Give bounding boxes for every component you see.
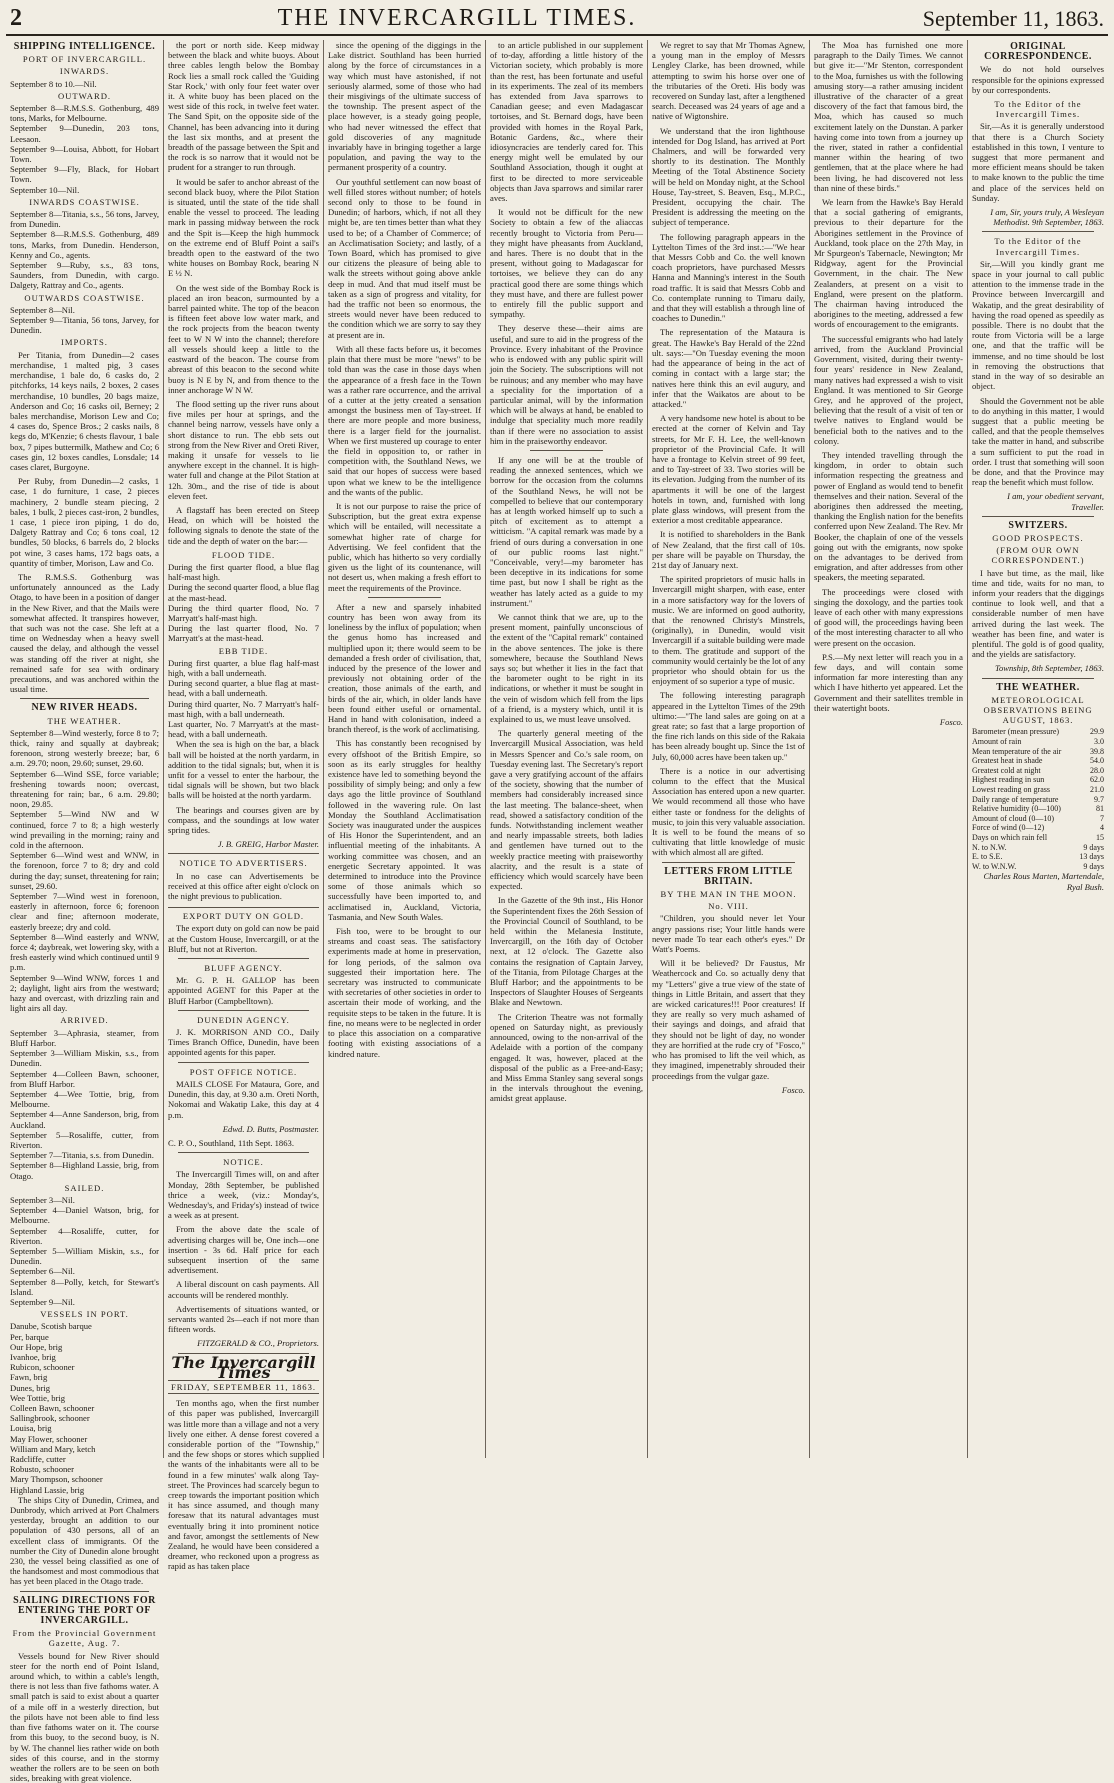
subheading: INWARDS COASTWISE.	[29, 196, 140, 207]
weather-label: Force of wind (0—12)	[972, 823, 1045, 833]
paragraph: MAILS CLOSE For Mataura, Gore, and Dunedin, this day, at 9.30 a.m. Oreti North, Nokomai and Wakatip Lake, this day at 4 p.m.	[168, 1078, 319, 1120]
weather-label: Barometer (mean pressure)	[972, 727, 1060, 737]
divider	[982, 516, 1094, 517]
weather-label: Relative humidity (0—100)	[972, 804, 1061, 814]
paragraph: There is a notice in our advertising column to the effect that the Musical Association has entered upon a new quarter. We would recommend all those who have either taste or fondness for the delights of music, to join this very valuable association. It is well to be found the means of so cultivating that little knowledge of music with which almost all are gifted.	[652, 765, 805, 858]
vessel-line: William and Mary, ketch	[10, 1443, 96, 1454]
vessel-line: Dunes, brig	[10, 1382, 51, 1393]
weather-value: 29.9	[1090, 727, 1104, 737]
paragraph: If any one will be at the trouble of reading the annexed sentences, which we borrow for the occasion from the columns of the Southland News, he will not be compelled to believe that our contemporary has at length worked himself up to such a pitch of excitement as to attempt a witticism. "A capital remark was made by a friend of ours during a conversation in one of our public rooms last night." "Conceivable, very!—my barometer has been deceptive in its indications for some time past, but now I shall be right as the weather has lately acted as a guide to my instrument."	[490, 454, 643, 608]
signature: FITZGERALD & CO., Proprietors.	[197, 1338, 319, 1349]
paragraph: It is not our purpose to raise the price of Subscription, but the great extra expense which will be entailed, will necessitate a somewhat higher rate of charge for Advertising. We feel confident that the public, which has hitherto so very cordially given us the light of its countenance, will not desert us, when making a fresh effort to meet the requirements of the Province.	[328, 500, 481, 593]
arrival-line: September 4—Colleen Bawn, schooner, from Bluff Harbor.	[10, 1068, 159, 1089]
column-4	[486, 40, 648, 1458]
weather-value: 62.0	[1090, 775, 1104, 785]
signal-line: During the last quarter flood, No. 7 Marryatt's at the mast-head.	[168, 623, 319, 644]
vessel-line: Radcliffe, cutter	[10, 1454, 66, 1465]
subheading: EBB TIDE.	[218, 645, 269, 656]
shipping-line: September 9—Louisa, Abbott, for Hobart Town.	[10, 143, 159, 165]
weather-row	[972, 814, 1104, 824]
paragraph: It is notified to shareholders in the Bank of New Zealand, that the first call of 10s. per share will be payable on Thursday, the 21st day of January next.	[652, 529, 805, 570]
vessel-line: Per, barque	[10, 1331, 49, 1342]
arrival-line: September 4—Wee Tottie, brig, from Melbourne.	[10, 1088, 159, 1110]
paragraph: We regret to say that Mr Thomas Agnew, a young man in the employ of Messrs Lengley Clarke, has been drowned, while attempting to swim his horse over one of the tributaries of the Oreti. His body was recovered on Sunday last, after a lengthened search. Deceased was 24 years of age and a native of Wigtonshire.	[652, 40, 805, 122]
weather-label: Lowest reading on grass	[972, 784, 1050, 794]
subheading: FLOOD TIDE.	[211, 549, 276, 560]
weather-label: Amount of rain	[972, 736, 1022, 746]
vessel-line: Highland Lassie, brig	[10, 1484, 85, 1495]
sailing-line: September 4—Daniel Watson, brig, for Melbourne.	[10, 1205, 159, 1226]
section-heading: LETTERS FROM LITTLE BRITAIN.	[664, 865, 793, 887]
paragraph: Per Titania, from Dunedin—2 cases merchandise, 1 malted pig, 3 cases merchandise, 1 bale do, 6 casks do, 2 pitchforks, 14 keys nails, 2 boxes, 2 cases merchandise, 10 bundles, 20 bags maize, Anderson and Co; 16 casks oil, Berney; 2 bales merchandise, Morison Lew and Co; 4 cases do, Spence Bros.; 2 casks nails, 8 kegs do, M'Kenzie; 6 chests flavour, 1 bale box, 7 pipes buttermilk, Mathew and Co; 6 cases gin, 12 boxes candles, Lonsdale; 14 cases claret, Burgoyne.	[10, 349, 159, 472]
paragraph: From the above date the scale of advertising charges will be, One inch—one insertion - 3s 6d. Half price for each subsequent insertion of the same advertisement.	[168, 1224, 319, 1276]
subheading: OUTWARDS COASTWISE.	[24, 292, 145, 303]
paragraph: The quarterly general meeting of the Invercargill Musical Association, was held in Messrs Spencer and Co.'s sale room, on Tuesday evening last. The Secretary's report gave a very gratifying account of the affairs of the society, showing that the number of members had considerably increased since the last meeting. The balance-sheet, when read, showed a satisfactory condition of the funds. Notwithstanding inclement weather and nearly impassable streets, both ladies and gentlemen have turned out to the weekly practice meeting with praiseworthy alacrity, and the result is a state of efficiency which would scarcely have been expected.	[490, 728, 643, 892]
shipping-line: September 9—Ruby, s.s., 83 tons, Saunders, from Dunedin, with cargo. Dalgety, Rattray and Co., agents.	[10, 260, 159, 291]
column-1	[6, 40, 164, 1783]
signal-line: During the first quarter flood, a blue flag half-mast high.	[168, 561, 319, 583]
divider	[178, 1010, 309, 1011]
column-2	[164, 40, 324, 1572]
paragraph: The flood setting up the river runs about five miles per hour at springs, and the channel being narrow, vessels have only a short distance to run. The ebb sets out strong from the New River and Oreti River, making it unsafe for vessels to lie anywhere except in the channel. It is high-water full and change at the Pilot Station at 12h. 30m., and the rise of tide is about eleven feet.	[168, 398, 319, 501]
subheading: BLUFF AGENCY.	[204, 963, 283, 974]
section-heading: SWITZERS.	[1008, 519, 1068, 531]
paragraph: A liberal discount on cash payments. All accounts will be rendered monthly.	[168, 1279, 319, 1300]
column-6	[810, 40, 968, 1458]
paragraph: the port or north side. Keep midway between the black and white buoys. About three cables length below the Bombay Rock lies a small rock called the 'Guiding Star Rock,' with only four feet water over it. A white buoy has been placed on the west side of this rock, in twelve feet water. The Sand Spit, on the opposite side of the Channel, has been advancing into it during the last six months, and at present the breadth of the passage between the Spit and the rock is so narrow that it would not be prudent for a stranger to run through.	[168, 40, 319, 173]
vessel-line: Danube, Scotish barque	[10, 1321, 92, 1332]
divider	[178, 958, 309, 959]
weather-row	[972, 862, 1104, 872]
signal-line: During the third quarter flood, No. 7 Marryatt's half-mast high.	[168, 602, 319, 623]
paragraph: The following paragraph appears in the Lyttelton Times of the 3rd inst.:—"We hear that Messrs Cobb and Co. the well known coach proprietors, have purchased Messrs Hanna and Manning's interest in the South road traffic. It is said that Messrs Cobb and Co. contemplate running to Timaru daily, and that they will establish a through line of coaches to Dunedin."	[652, 231, 805, 324]
paragraph: since the opening of the diggings in the Lake district. Southland has been hurried along by the force of circumstances in a way which must have astonished, if not seriously alarmed, some of those who had their misgivings of the ultimate success of the township. The present aspect of the place however, is a steady going people, who had never witnessed the effect that gold discoveries of any magnitude invariably have in bringing together a large population, and paving the way to the permanent prosperity of a country.	[328, 40, 481, 173]
paragraph: Fish too, were to be brought to our streams and coast seas. The satisfactory experiments made at home in preservation, for long periods, of the salmon ova suggested their importation here. The secretary was instructed to communicate with secretaries of other societies in order to ascertain their mode of working, and the requisite steps to be taken in the future. It is fine, no means were to be neglected in order to place this association on a comparative footing with existing associations of a kindred nature.	[328, 926, 481, 1059]
shipping-line: September 8 to 10.—Nil.	[10, 78, 97, 89]
signal-line: During first quarter, a blue flag half-mast high, with a ball underneath.	[168, 657, 319, 678]
section-subheading: PORT OF INVERCARGILL.	[22, 54, 147, 65]
weather-line: September 8—Wind westerly, force 8 to 7; thick, rainy and squally at daybreak; forenoon, strong westerly breeze; bar, 6 a.m. 29.70; noon, 29.60; sunset, 29.60.	[10, 727, 159, 769]
paragraph: Vessels bound for New River should steer for the north end of Point Island, around which, to within a cable's length, there is not less than five fathoms water. A small patch is said to exist about a quarter of a mile off in a westerly direction, but the pilots have not been able to find less than five fathoms water on it. The course from this buoy, to the second buoy, is N. by W. The channel lies rather wide on both sides of this course, and in the stormy weather the rollers are to be seen on both sides, breaking with great violence.	[10, 1650, 159, 1783]
weather-line: September 9—Wind WNW, forces 1 and 2; daylight, light airs from the westward; hazy and overcast, with drizzling rain and light airs all day.	[10, 972, 159, 1014]
paragraph: A flagstaff has been erected on Steep Head, on which will be hoisted the following signals to denote the state of the tide and the depth of water on the bar:—	[168, 504, 319, 546]
paragraph: J. K. MORRISON AND CO., Daily Times Branch Office, Dunedin, have been appointed agents for this paper.	[168, 1027, 319, 1058]
weather-row	[972, 775, 1104, 785]
subheading: INWARDS.	[59, 66, 110, 77]
shipping-line: September 9—Dunedin, 203 tons, Leesaon.	[10, 123, 159, 144]
paragraph: Per Ruby, from Dunedin—2 casks, 1 case, 1 do furniture, 1 case, 2 pieces machinery, 2 bundle steam piecing, 2 bales, 1 bulk, 2 pieces cast-iron, 2 bundles, 1 case, 1 piece iron piping, 1 do do, Dalgety Rattray and Co; 6 tons coal, 12 bundles, 50 blocks, 6 barrels do, 2 blocks pot wine, 3 cases hams, 172 bags oats, a quantity of timber, Morison, Law and Co.	[10, 476, 159, 568]
section-heading: NEW RIVER HEADS.	[31, 702, 138, 714]
paragraph: Mr. G. P. H. GALLOP has been appointed AGENT for this Paper at the Bluff Harbor (Campbelltown).	[168, 975, 319, 1006]
paragraph: Sir,—As it is generally understood that there is a Church Society established in this town, I venture to suggest that more permanent and more efficient means should be taken to make known to the public the time and place of the services held on Sunday.	[972, 121, 1104, 203]
divider	[982, 678, 1094, 679]
divider	[20, 698, 149, 699]
weather-row	[972, 804, 1104, 814]
paragraph: P.S.—My next letter will reach you in a few days, and will contain some information far more interesting than any which I have hitherto yet appeared. Let the Government and their satellites tremble in their watertight boots.	[814, 651, 963, 713]
masthead	[6, 5, 1108, 36]
column-5	[648, 40, 810, 1458]
paragraph: We cannot think that we are, up to the present moment, painfully unconscious of the extent of the "Capital remark" contained in the above sentences. The joke is there somewhere, because the Southland News says so; but whether it lies in the fact that the barometer ought to be right in its indications, or whether it must be sought in the vein of wisdom which fell from the lips of a friend, is a mystery which, until it is explained to us, we must leave unsolved.	[490, 611, 643, 724]
weather-value: 9 days	[1083, 842, 1104, 852]
paper-date: FRIDAY, SEPTEMBER 11, 1863.	[168, 1380, 319, 1394]
vessel-line: Our Hope, brig	[10, 1341, 63, 1352]
paragraph: In no case can Advertisements be received at this office after eight o'clock on the night previous to publication.	[168, 870, 319, 902]
divider	[982, 231, 1094, 232]
weather-row	[972, 833, 1104, 843]
paragraph: It would not be difficult for the new Society to obtain a few of the aliaccas recently brought to Victoria from Peru—they might have pheasants from Auckland, and hares. There is no doubt that in the present, without going to Madagascar for tortoises, we believe they can do any practical good there are some things which they must have, and there are fullest power to entirely fill the public support and sympathy.	[490, 207, 643, 320]
weather-label: E. to S.E.	[972, 852, 1003, 862]
subheading: SAILED.	[64, 1182, 105, 1193]
paragraph: After a new and sparsely inhabited country has been won away from its loneliness by the influx of population; when the genus homo has increased and multiplied upon it; there would seem to be demanded a fresh order of civilisation, that, induced by the presence of the lower and previously not obtaining order of the creation, those animals of the earth, and birds of the air, which, in older lands have been found either useful or ornamental. Hand in hand with colonisation, indeed a branch thereof, is the work of acclimatising.	[328, 601, 481, 735]
paragraph: On the west side of the Bombay Rock is placed an iron beacon, surmounted by a barrel painted white. The top of the beacon is fifteen feet above low water mark, and the rock projects from the beacon twenty feet to W N W into the channel; therefore all vessels should keep a little to the eastward of the beacon. The course from abreast of this beacon to the second white buoy is N E by N, and from thence to the inner anchorage W N W.	[168, 282, 319, 395]
subheading: From the Provincial Government Gazette, Aug. 7.	[12, 1628, 157, 1649]
shipping-line: September 8—Titania, s.s., 56 tons, Jarvey, from Dunedin.	[10, 209, 159, 230]
arrival-line: September 8—Highland Lassie, brig, from Otago.	[10, 1160, 159, 1181]
section-heading: SAILING DIRECTIONS FOR ENTERING THE PORT OF INVERCARGILL.	[13, 1594, 156, 1627]
paragraph: The following interesting paragraph appeared in the Lyttelton Times of the 29th ultimo:—"The land sales are going on at a great rate; so fast that a large proportion of the fine rich lands on this side of the Rakaia has been already bought up. Since the 1st of July, 60,000 acres have been taken up."	[652, 690, 805, 762]
weather-label: Mean temperature of the air	[972, 746, 1062, 756]
dateline: C. P. O., Southland, 11th Sept. 1863.	[168, 1137, 294, 1148]
paragraph: The Moa has furnished one more paragraph to the Daily Times. We cannot but give it:—"Mr Stenton, correspondent to the Moa, furnishes us with the following amusing story—a rather amusing incident illustrative of the character of a great discovery of the fact that famous bird, the Moa, which has caused so much excitement lately on the Dunstan. A parker having come into town from a journey up the river, stated in rather a confidential manner within the hearing of two gentlemen, that at the place where he had been living, he had discovered not less than nine of these birds."	[814, 40, 963, 193]
subheading: POST OFFICE NOTICE.	[189, 1066, 298, 1077]
vessel-line: Fawn, brig	[10, 1372, 48, 1383]
section-heading: THE WEATHER.	[996, 681, 1080, 693]
subheading: GOOD PROSPECTS.	[992, 532, 1084, 543]
dateline: Township, 8th September, 1863.	[994, 663, 1104, 674]
divider	[178, 1152, 309, 1153]
vessel-line: May Flower, schooner	[10, 1433, 88, 1444]
shipping-line: September 10—Nil.	[10, 184, 80, 195]
vessel-line: Louisa, brig	[10, 1423, 52, 1434]
weather-value: 81	[1096, 804, 1104, 814]
signal-line: During third quarter, No. 7 Marryatt's half-mast high, with a ball underneath.	[168, 698, 319, 719]
weather-value: 13 days	[1079, 852, 1104, 862]
weather-value: 15	[1096, 832, 1104, 842]
columns	[6, 40, 1108, 1783]
section-heading: ORIGINAL CORRESPONDENCE.	[984, 41, 1092, 63]
weather-value: 4	[1100, 823, 1104, 833]
paragraph: We learn from the Hawke's Bay Herald that a social gathering of emigrants, previous to their departure for the Aborigines settlement in the Province of Auckland, took place on the 27th May, in Mr Spurgeon's Tabernacle, Newington; Mr Ridgway, agent for the Provincial Government, in the chair. The New Zealanders, at present on a visit to England, were present on the platform. The chairman having introduced the aborigines to the meeting, addressed a few words of encouragement to the emigrants.	[814, 197, 963, 330]
divider	[178, 1062, 309, 1063]
paragraph: The Criterion Theatre was not formally opened on Saturday night, as previously announced, owing to the non-arrival of the Adelaide with a portion of the company engaged. It was, however, placed at the disposal of the public as a Free-and-Easy; and Miss Emma Stanley sang several songs in the intervals throughout the evening, amidst great applause.	[490, 1011, 643, 1104]
weather-line: September 6—Wind west and WNW, in the forenoon, force 7 to 8; dry and cold during the day; sunset, threatening for rain; sunset, 29.60.	[10, 850, 159, 891]
column-3	[324, 40, 486, 1458]
newspaper-title: THE INVERCARGILL TIMES.	[277, 5, 637, 31]
vessel-line: Rubicon, schooner	[10, 1362, 75, 1373]
subheading: DUNEDIN AGENCY.	[197, 1014, 290, 1025]
weather-label: Greatest heat in shade	[972, 756, 1043, 766]
sailing-line: September 6—Nil.	[10, 1266, 75, 1277]
signature: Edwd. D. Butts, Postmaster.	[222, 1123, 319, 1134]
weather-value: 28.0	[1090, 765, 1104, 775]
subheading: NOTICE.	[223, 1157, 264, 1168]
vessel-line: Mary Thompson, schooner	[10, 1474, 103, 1485]
arrival-line: September 3—Aphrasia, steamer, from Bluff Harbor.	[10, 1027, 159, 1048]
subheading: VESSELS IN PORT.	[40, 1309, 129, 1320]
weather-row	[972, 747, 1104, 757]
verse: "Children, you should never let Your angry passions rise; Your little hands were never made To tear each other's eyes." Dr Watt's Poems.	[652, 913, 805, 955]
weather-value: 3.0	[1094, 736, 1104, 746]
shipping-line: September 9—Fly, Black, for Hobart Town.	[10, 164, 159, 185]
weather-label: Highest reading in sun	[972, 775, 1045, 785]
weather-row	[972, 823, 1104, 833]
salutation: To the Editor of the Invercargill Times.	[994, 236, 1082, 257]
paragraph: Should the Government not be able to do anything in this matter, I would suggest that a public meeting be called, and that the people themselves take the matter in hand, and subscribe a sum sufficient to put the road in order. I trust that something will soon be done, and that the Province may reap the benefit which must follow.	[972, 395, 1104, 488]
weather-row	[972, 756, 1104, 766]
disclaimer: We do not hold ourselves responsible for the opinions expressed by our correspondents.	[972, 64, 1104, 95]
paragraph: Sir,—Will you kindly grant me space in your journal to call public attention to the immense trade in the Province between Invercargill and Wakatip, and the great desirability of having the road opened as speedily as possible. There is no doubt that the route from Victoria will be a large one, and that the traffic will be immense, and no time should be lost in removing the obstructions that stand in the way of so desirable an object.	[972, 258, 1104, 392]
subheading: ARRIVED.	[60, 1015, 109, 1026]
paragraph: The spirited proprietors of music halls in Invercargill might sharpen, with ease, enter in a more satisfactory way for the lovers of music. We are informed on good authority, that the renowned Christy's Minstrels, (originally), in Dunedin, would visit Invercargill if a suitable building were made to them. The gratitude and support of the community would certainly be the lot of any proprietor who should obtain for us the enjoyment of so superior a type of music.	[652, 574, 805, 687]
weather-value: 9.7	[1094, 794, 1104, 804]
paper-nameplate: The Invercargill Times	[171, 1352, 316, 1382]
vessel-line: Wee Tottie, brig	[10, 1392, 66, 1403]
divider	[368, 597, 441, 598]
weather-label: Daily range of temperature	[972, 794, 1059, 804]
sailing-line: September 5—William Miskin, s.s., for Dunedin.	[10, 1245, 159, 1267]
vessel-line: Colleen Bawn, schooner	[10, 1403, 95, 1413]
subheading: (FROM OUR OWN CORRESPONDENT.)	[991, 545, 1085, 566]
paragraph: The Invercargill Times will, on and after Monday, 28th September, be published thrice a week, (viz.: Monday's, Wednesday's, and Friday's) instead of twice a week as at present.	[168, 1169, 319, 1221]
paragraph: to an article published in our supplement of to-day, affording a little history of the Victorian society, which probably is more than the rest, has been fortunate and useful in its experiments. The zeal of its members has extended from Java sparrows to Canadian geese; and even Madagascar tortoises, and St. Bernard dogs, have been provided with homes in the Royal Park, Botanic Gardens, &c., where their idiosyncracies are tenderly cared for. This energy might well be emulated by our Southland Association, though it ought at first to be directed to more serviceable objects than Java sparrows and similar rarer aves.	[490, 40, 643, 204]
weather-line: September 6—Wind SSE, force variable; freshening towards noon; overcast, threatening for rain; bar., 6 a.m. 29.80; noon, 29.85.	[10, 768, 159, 810]
vessel-line: Sallingbrook, schooner	[10, 1413, 90, 1424]
byline: BY THE MAN IN THE MOON.	[660, 889, 797, 900]
arrival-line: September 3—William Miskin, s.s., from Dunedin.	[10, 1048, 159, 1069]
shipping-line: September 8—R.M.S.S. Gothenburg, 489 tons, Marks, for Melbourne.	[10, 103, 159, 124]
weather-value: 54.0	[1090, 756, 1104, 766]
signature: Charles Rous Marten, Martendale, Ryal Bush.	[983, 871, 1104, 892]
paragraph: They intended travelling through the kingdom, in order to obtain such information respecting the greatness and power of England as would tend to benefit themselves and their nation. Several of the aborigines then addressed the meeting, thanking the English nation for the benefits conferred upon New Zealand. The Rev. Mr Booker, the chaplain of one of the vessels going out with the emigrants, now spoke on the advantages to be derived from emigration, and after addresses from other speakers, the meeting separated.	[814, 449, 963, 583]
weather-row	[972, 737, 1104, 747]
page-number: 2	[10, 5, 22, 31]
paragraph: Our youthful settlement can now boast of well filled stores without number; of hotels second only to those to be found in Dunedin; of harbors, which, if not all they might be, are ten times better than what they used to be; of a Chamber of Commerce; of an Acclimatisation Society; and lastly, of a Town Board, which has promised to give our citizens the pleasure of being able to walk the streets without going above ankle deep in mud. And that mud itself must be taken as a sign of progress and vitality, for had the traffic not been so enormous, the streets would never have been reduced to the condition which we are sorry to say they at present are in.	[328, 176, 481, 340]
divider	[662, 862, 795, 863]
paragraph: The export duty on gold can now be paid at the Custom House, Invercargill, or at the Bluff, but not at Riverton.	[168, 923, 319, 954]
salutation: To the Editor of the Invercargill Times.	[994, 99, 1082, 120]
weather-row	[972, 852, 1104, 862]
arrival-line: September 7—Titania, s.s. from Dunedin.	[10, 1150, 154, 1161]
divider	[20, 1591, 149, 1592]
vessel-line: Ivanhoe, brig	[10, 1351, 56, 1362]
paragraph: It would be safer to anchor abreast of the second black buoy, where the Pilot Station is situated, until the state of the tide shall enable the vessel to proceed. The leading mark in passing midway between the rock and the Spit is—Keep the high hummock on the extreme end of Bluff Point a sail's breadth open to the eastward of the two white houses on Bombay Rock, bearing N E ½ N.	[168, 176, 319, 279]
paragraph: With all these facts before us, it becomes plain that there must be more "news" to be told than was the case in those days when the appearance of a fresh face in the Town was a rather rare occurrence, and the arrival of a cutter at the jetty created a sensation amongst the business men of Tay-street. If there are more people and more business, there is a larger field for the journalist. When we first mustered up courage to enter the field in opposition to, or rather in competition with, the Southland News, we said that our hopes of success were based upon what we knew to be the intelligence and the wants of the public.	[328, 343, 481, 497]
weather-label: N. to N.W.	[972, 842, 1007, 852]
section-heading: SHIPPING INTELLIGENCE.	[13, 41, 156, 52]
letter-number: No. VIII.	[708, 901, 749, 912]
shipping-line: September 9—Titania, 56 tons, Jarvey, for Dunedin.	[10, 315, 159, 336]
weather-value: 21.0	[1090, 784, 1104, 794]
weather-line: September 5—Wind NW and W continued, force 7 to 8; a high westerly wind prevailing in the morning; rainy and cold in the afternoon.	[10, 809, 159, 851]
vessel-line: Robusto, schooner	[10, 1464, 74, 1475]
sailing-line: September 9—Nil.	[10, 1296, 75, 1307]
subheading: THE WEATHER.	[47, 715, 122, 726]
paragraph: Advertisements of situations wanted, or servants wanted 2s—each if not more than fifteen words.	[168, 1303, 319, 1335]
weather-line: September 7—Wind west in forenoon, easterly in afternoon, force 6; forenoon clear and fine; afternoon moderate, easterly breeze; dry and cold.	[10, 891, 159, 932]
sailing-line: September 8—Polly, ketch, for Stewart's Island.	[10, 1276, 159, 1297]
weather-row	[972, 785, 1104, 795]
column-7	[968, 40, 1108, 1458]
paragraph: When the sea is high on the bar, a black ball will be hoisted at the north yardarm, in addition to the tidal signals; but, when it is unfit for a vessel to enter the harbour, the tidal signals will be shown, but two black balls will be hoisted at the north yardarm.	[168, 739, 319, 801]
paragraph: The R.M.S.S. Gothenburg was unfortunately announced as the Lady Otago, to have been in a position of danger in the New River, and that the Mails were somewhat affected. It transpires however, that such was not the case. She left at a time on Wednesday when a heavy swell caused the delay, and although the vessel was standing off the river at night, she remained safe for sea with ordinary precautions, and was anchored within the usual time.	[10, 571, 159, 695]
signal-line: During second quarter, a blue flag at mast-head, with a ball underneath.	[168, 678, 319, 699]
paragraph: The proceedings were closed with singing the doxology, and the parties took leave of each other with many expressions of good will, the proceedings having been of the most interesting character to all who were present on the occasion.	[814, 586, 963, 648]
issue-date: September 11, 1863.	[922, 6, 1104, 31]
weather-row	[972, 843, 1104, 853]
weather-row	[972, 727, 1104, 737]
paragraph: We understand that the iron lighthouse intended for Dog Island, has arrived at Port Chalmers, and will be forwarded very shortly to its destination. The Monthly Meeting of the Total Abstinence Society will be held on Monday night, at the School House, Tay-street, S. Beaven, Esq., M.P.C., President, occupying the chair. The President is addressing the meeting on the subject of temperance.	[652, 125, 805, 228]
paragraph: Will it be believed? Dr Faustus, Mr Weathercock and Co. so actually deny that my "Letters" give a true view of the state of things in Little Britain, and assert that they are wicked caricatures!!! Poor creatures! If they are really so very much ashamed of their sayings and doings, and afraid that they should not be light of day, no wonder they are horrified at the rude cry of "Fosco," who has promised to lift the veil which, as they imagined, impenetrably shrouded their proceedings from the vulgar gaze.	[652, 958, 805, 1081]
weather-label: Amount of cloud (0—10)	[972, 813, 1054, 823]
divider	[530, 450, 603, 451]
paragraph: A very handsome new hotel is about to be erected at the corner of Kelvin and Tay streets, for Mr F. H. Lee, the well-known proprietor of the Provincial Cafe. It will have a frontage to Kelvin street of 99 feet, and to Tay-street of 33. Two stories will be its elevation. Judging from the number of its apartments it will be one of the largest hotels in town, and, furnished with long plate glass windows, will present from the exterior a most creditable appearance.	[652, 413, 805, 526]
paragraph: The ships City of Dunedin, Crimea, and Dunbrody, which arrived at Port Chalmers yesterday, brought an addition to our population of 430 persons, all of an excellent class of immigrants. Of the number the City of Dunedin alone brought 230, the vessel being classified as one of the handsomest and most commodious that has yet been placed in the Otago trade.	[10, 1494, 159, 1587]
signal-line: During the second quarter flood, a blue flag at the mast-head.	[168, 582, 319, 603]
paragraph: I have but time, as the mail, like time and tide, waits for no man, to inform your readers that the diggings continue to look well, and that a considerable number of men have arrived during the last week. The weather has been fine, and water is plentiful. The gold is of good quality, and the yields are satisfactory.	[972, 567, 1104, 660]
signature: Fosco.	[781, 1084, 805, 1095]
weather-value: 7	[1100, 813, 1104, 823]
signature: J. B. GREIG, Harbor Master.	[217, 839, 319, 850]
weather-value: 9 days	[1083, 861, 1104, 871]
editorial-paragraph: Ten months ago, when the first number of this paper was published, Invercargill was little more than a village and not a very lively one either. A dense forest covered a considerable portion of the "Township," and the few shops or stores which supplied the wants of the inhabitants were all to be found in a few minutes' walk along Tay-street. The Provinces had scarcely begun to creep towards the important position which it has since assumed, and though many foresaw that its natural advantages must eventually bring it into prominent notice and favor, amongst the settlements of New Zealand, he would have been considered a dreamer, who reckoned upon a progress as rapid as has taken place	[168, 1398, 319, 1572]
signal-line: Last quarter, No. 7 Marryatt's at the mast-head, with a ball underneath.	[168, 719, 319, 740]
signature: I am, your obedient servant, Traveller.	[1007, 491, 1104, 512]
subheading: METEOROLOGICAL OBSERVATIONS BEING AUGUST, 1863.	[983, 694, 1093, 726]
subheading: IMPORTS.	[61, 337, 108, 348]
signature: I am, Sir, yours truly, A Wesleyan Methodist. 9th September, 1863.	[990, 207, 1104, 228]
paragraph: The successful emigrants who had lately arrived, from the Auckland Provincial Government, visited, during their twenty-four years' residence in New Zealand, many natives had expressed a wish to visit England. It was mentioned to Sir George Grey, and he approved of the project, believing that the result of a visit of ten or twelve natives to England would be beneficial both to the natives and to the colony.	[814, 333, 963, 446]
subheading: OUTWARD.	[57, 90, 112, 101]
subheading: EXPORT DUTY ON GOLD.	[182, 911, 305, 922]
sailing-line: September 4—Rosaliffe, cutter, for Riverton.	[10, 1225, 159, 1246]
weather-table	[972, 727, 1104, 871]
weather-label: W. to W.N.W.	[972, 861, 1017, 871]
paragraph: The representation of the Mataura is great. The Hawke's Bay Herald of the 22nd ult. says:—"On Tuesday evening the moon had the appearance of being in the act of coming in contact with a large star; the natives here think this an evil augury, and infer that the Waikatos are about to be attacked."	[652, 327, 805, 409]
shipping-line: September 8—Nil.	[10, 304, 75, 315]
signature: Fosco.	[939, 717, 963, 727]
paragraph: In the Gazette of the 9th inst., His Honor the Superintendent fixes the 26th Session of the Provincial Council of Southland, to be held within the Melanesia Institute, Invercargill, on the 16th day of October next, at 12 o'clock. The Gazette also contains the resignation of Captain Jarvey, of the Titania, from Pilotage Charges at the Bluff Harbor; and the appointments to be Inspectors of Slaughter Houses of Sergeants Blake and Newtown.	[490, 895, 643, 1008]
arrival-line: September 4—Anne Sanderson, brig, from Auckland.	[10, 1109, 159, 1130]
weather-value: 39.8	[1090, 746, 1104, 756]
weather-line: September 8—Wind easterly and WNW, force 4; daybreak, wet lowering sky, with a fresh easterly wind which continued until 9 p.m.	[10, 931, 159, 973]
sailing-line: September 3—Nil.	[10, 1194, 75, 1205]
paragraph: This has constantly been recognised by every offshoot of the British Empire, so soon as its early struggles for healthy existence have led to something beyond the possibility of simply being; and only a few days ago the little province of Southland followed in the wavering rule. On last Monday the Southland Acclimatisation Society was inaugurated under the auspices of His Honor the Superintendent, and an influential meeting of the inhabitants. A working committee was chosen, and an energetic Secretary appointed. It was determined to introduce into the Province some of those animals which so successfully have been imported to, and acclimatised in, Auckland, Victoria, Tasmania, and New South Wales.	[328, 738, 481, 922]
subheading: NOTICE TO ADVERTISERS.	[179, 858, 308, 869]
weather-row	[972, 766, 1104, 776]
paragraph: The bearings and courses given are by compass, and the soundings at low water spring tides.	[168, 804, 319, 836]
arrival-line: September 5—Rosaliffe, cutter, from Riverton.	[10, 1129, 159, 1150]
weather-label: Days on which rain fell	[972, 832, 1048, 842]
shipping-line: September 8—R.M.S.S. Gothenburg, 489 tons, Marks, from Dunedin. Henderson, Kenny and Co., agents.	[10, 229, 159, 260]
advert-notice	[168, 853, 319, 908]
weather-row	[972, 795, 1104, 805]
weather-label: Greatest cold at night	[972, 765, 1041, 775]
paragraph: They deserve these—their aims are useful, and sure to aid in the progress of the Province. Every inhabitant of the Province who is endowed with any public spirit will join the Society. The subscriptions will not be ruinous; and any member who may have a speciality for the importation of a particular animal, will by the information which will be always at hand, be enabled to indulge that speciality much more readily than if there were no association to assist him in the praiseworthy endeavor.	[490, 323, 643, 446]
